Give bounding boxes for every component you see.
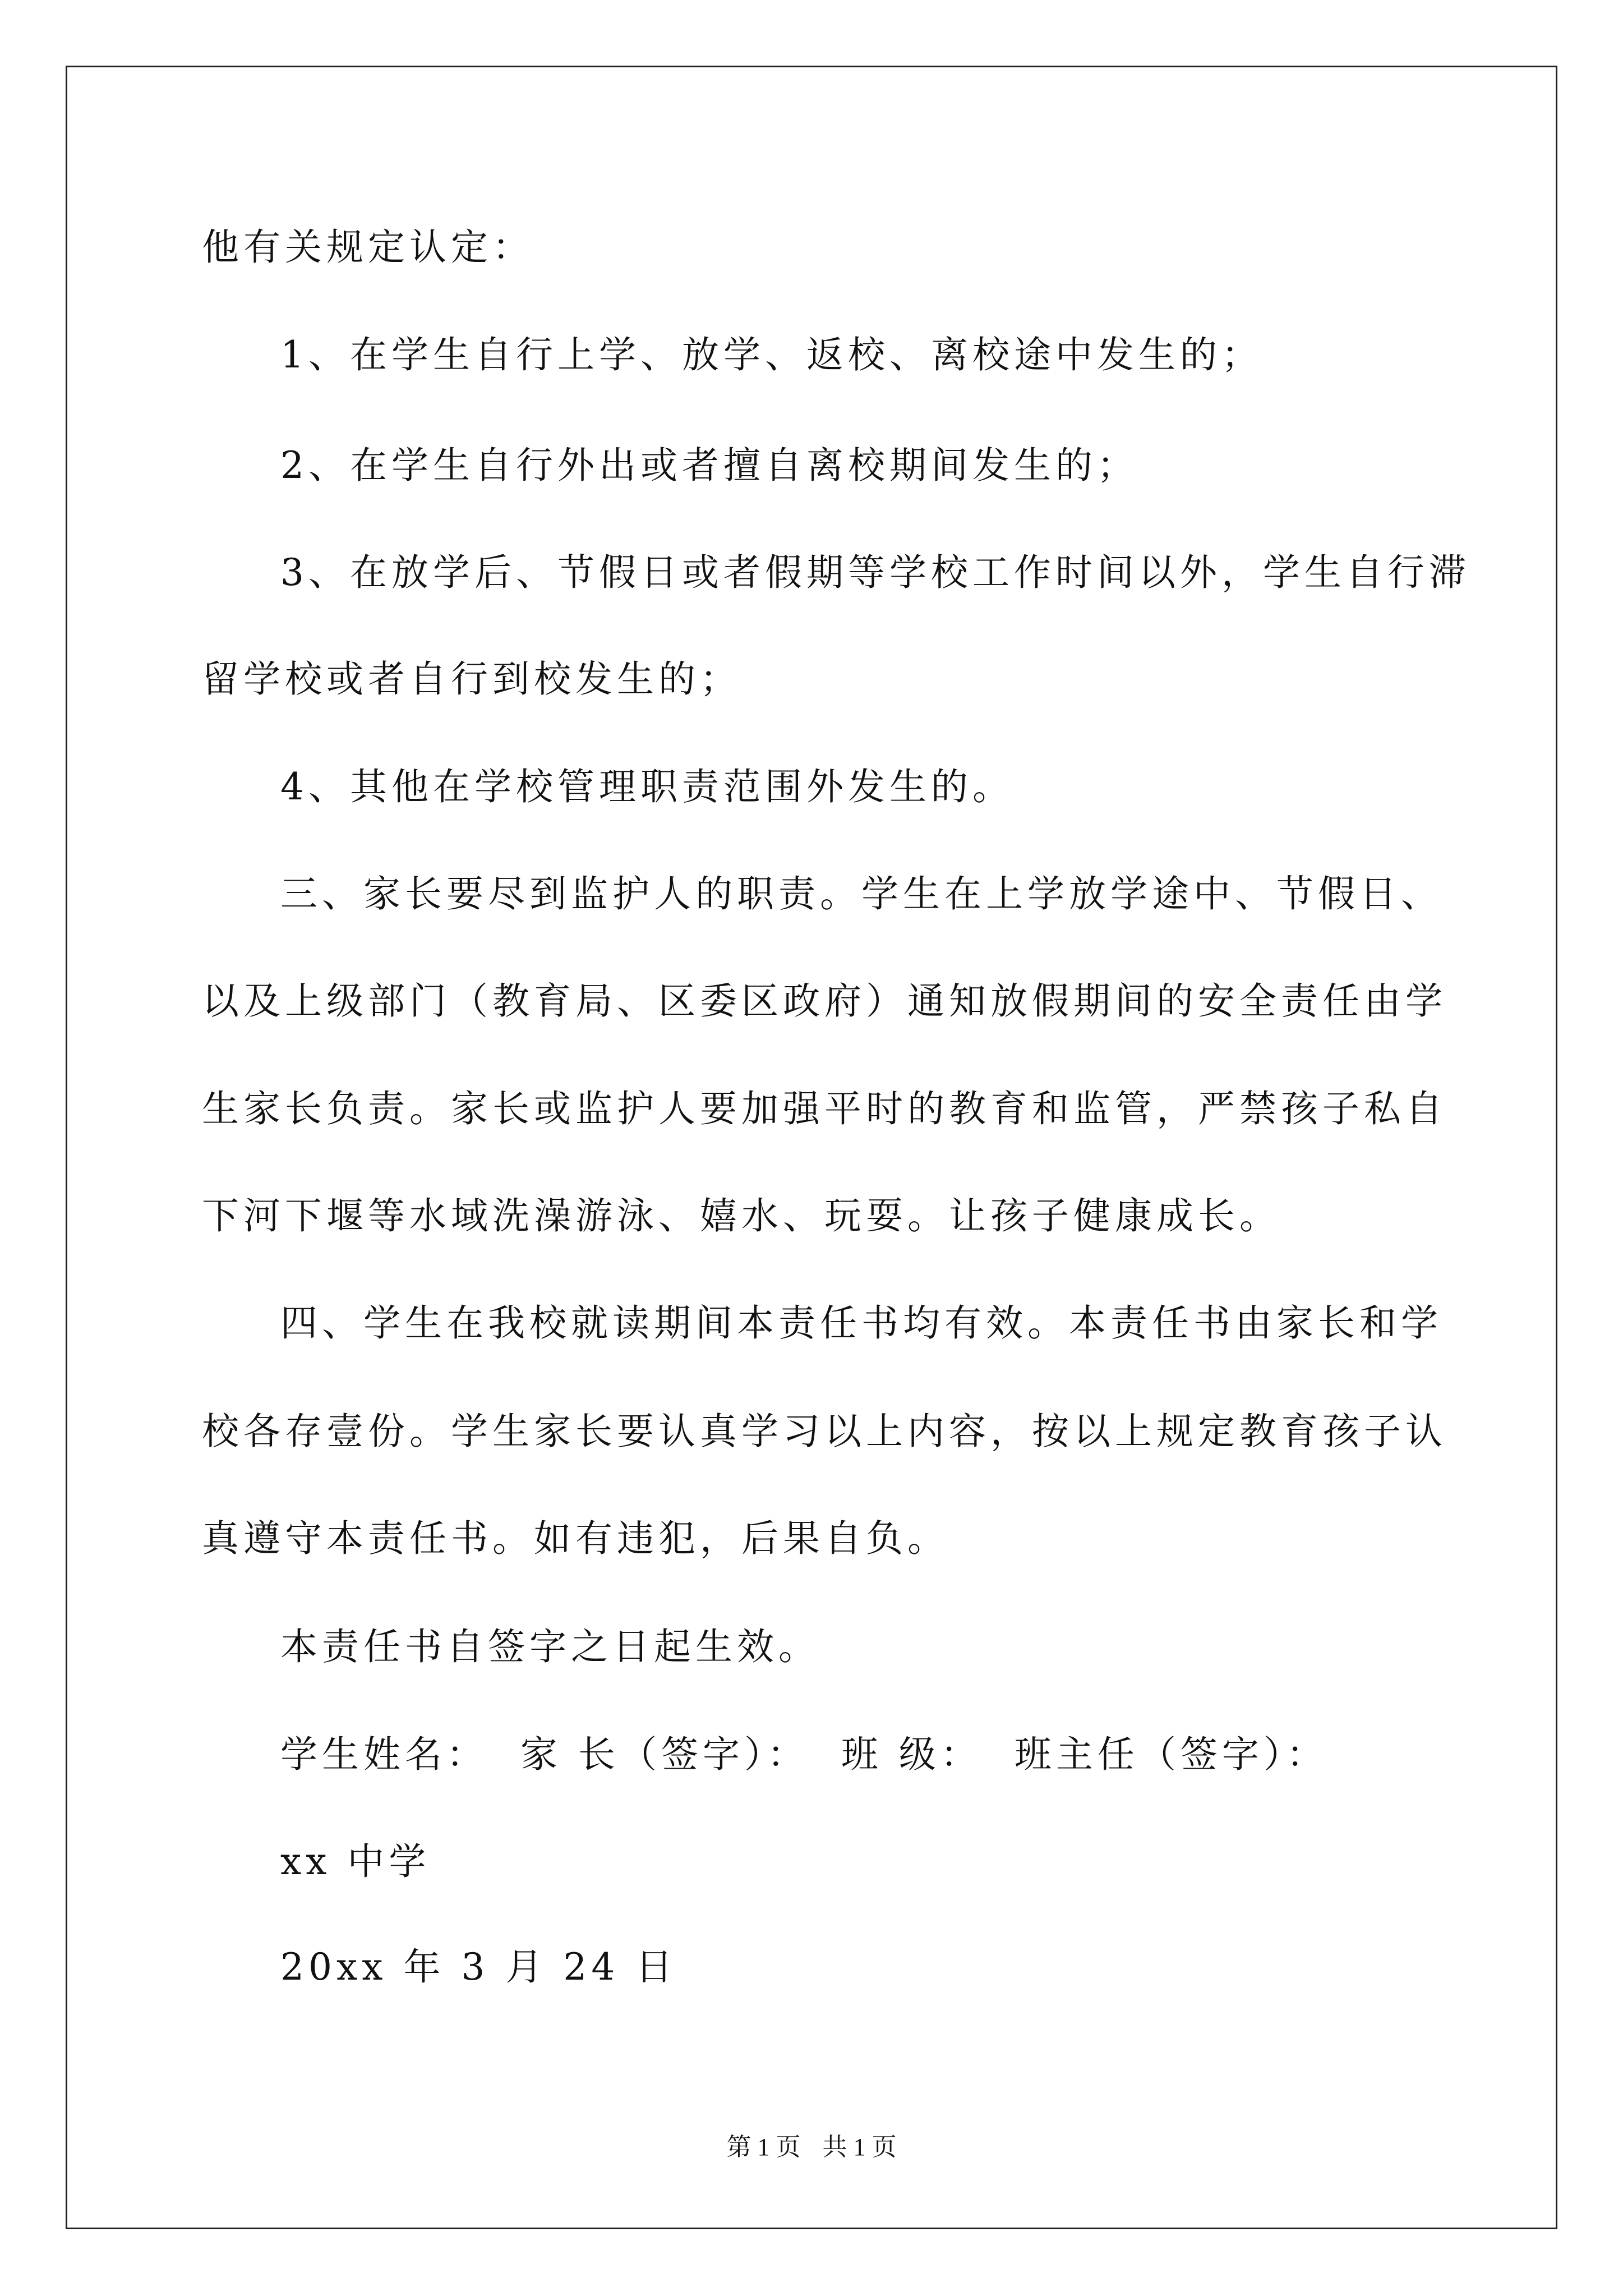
signature-line: 学生姓名： 家 长（签字）： 班 级： 班主任（签字）： [280,1733,1328,1776]
section-4-line-2: 校各存壹份。学生家长要认真学习以上内容，按以上规定教育孩子认 [202,1410,1447,1453]
page-footer [0,2135,1623,2160]
list-item-3-line-1: 3、在放学后、节假日或者假期等学校工作时间以外，学生自行滞 [280,551,1470,594]
list-item-1: 1、在学生自行上学、放学、返校、离校途中发生的； [280,333,1263,376]
page-total: 共 1 页 [822,2133,897,2161]
paragraph-continuation: 他有关规定认定： [202,226,534,269]
section-4-line-3: 真遵守本责任书。如有违犯，后果自负。 [202,1517,949,1560]
section-3-line-4: 下河下堰等水域洗澡游泳、嬉水、玩耍。让孩子健康成长。 [202,1194,1281,1237]
list-item-3-line-2: 留学校或者自行到校发生的； [202,657,741,701]
section-4-line-1: 四、学生在我校就读期间本责任书均有效。本责任书由家长和学 [280,1301,1442,1345]
document-date: 20xx 年 3 月 24 日 [280,1945,677,1989]
effective-statement: 本责任书自签字之日起生效。 [280,1625,820,1668]
list-item-4: 4、其他在学校管理职责范围外发生的。 [280,765,1014,808]
section-3-line-1: 三、家长要尽到监护人的职责。学生在上学放学途中、节假日、 [280,872,1442,915]
page-border [66,66,1557,2229]
section-3-line-3: 生家长负责。家长或监护人要加强平时的教育和监管，严禁孩子私自 [202,1087,1447,1130]
page-number: 第 1 页 [726,2133,801,2161]
list-item-2: 2、在学生自行外出或者擅自离校期间发生的； [280,444,1138,487]
school-name: xx 中学 [280,1840,431,1883]
section-3-line-2: 以及上级部门（教育局、区委区政府）通知放假期间的安全责任由学 [202,979,1447,1023]
